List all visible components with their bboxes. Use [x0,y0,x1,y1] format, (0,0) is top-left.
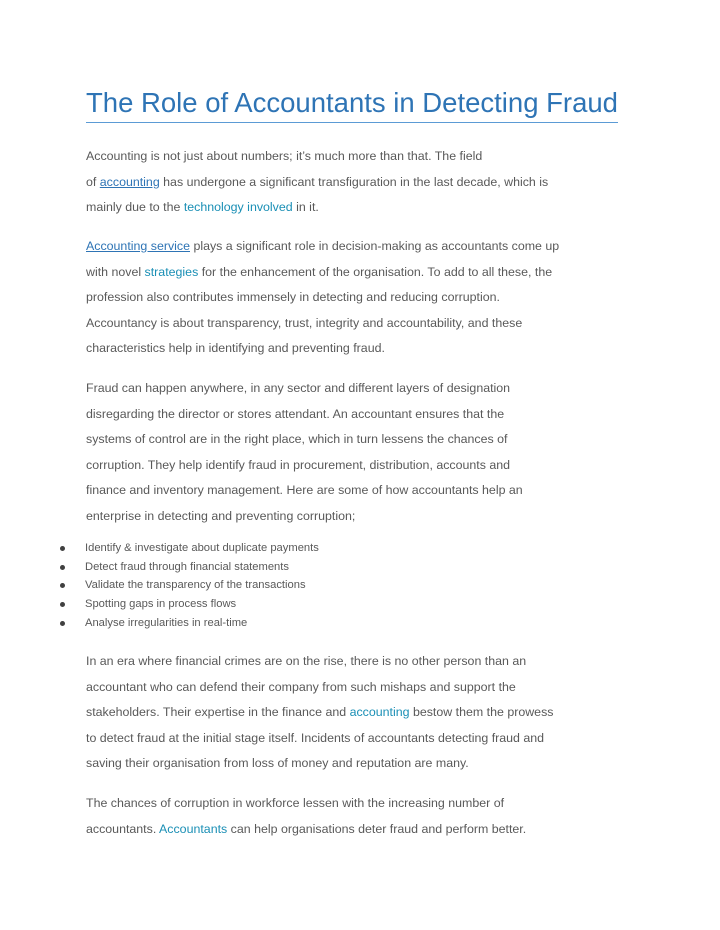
accounting-link[interactable]: accounting [99,174,160,189]
text-line: to detect fraud at the initial stage itself. Incidents of accountants detecting fraud and [86,730,545,745]
text-span: mainly due to the [86,200,184,214]
text-span: accountants. [86,821,160,836]
text-line [86,234,646,260]
bullet-icon [60,546,65,551]
text-span: has undergone a significant transfiguration in the last decade, which is [159,174,549,189]
bullet-icon [60,602,65,607]
list-item [60,558,319,577]
text-span: bestow them the prowess [409,705,554,719]
text-line [86,700,646,726]
text-line: Accountancy is about transparency, trust, integrity and accountability, and these [86,315,523,330]
strategies-keyword[interactable]: strategies [144,264,199,279]
text-line: systems of control are in the right place, which in turn lessens the chances of [86,432,508,446]
bullet-icon [60,583,65,588]
text-line [86,817,646,843]
text-line [86,170,646,196]
list-item-text: Spotting gaps in process flows [85,598,237,611]
text-line: The chances of corruption in workforce lessen with the increasing number of [86,796,505,810]
accountants-keyword[interactable]: Accountants [159,821,228,836]
text-line: corruption. They help identify fraud in procurement, distribution, accounts and [86,457,511,472]
list-item [60,595,319,614]
text-span: can help organisations deter fraud and perform better. [227,821,527,836]
text-line: disregarding the director or stores attendant. An accountant ensures that the [86,406,505,421]
paragraph-conclusion [86,791,646,842]
paragraph-fraud [86,376,646,529]
text-span: stakeholders. Their expertise in the finance and [86,705,350,719]
list-item [60,539,319,558]
list-item-text: Detect fraud through financial statements [85,560,289,573]
text-line [86,195,646,221]
paragraph-accounting-service [86,234,646,362]
list-item-text: Analyse irregularities in real-time [85,616,248,629]
text-span: with novel [86,264,145,279]
text-span: for the enhancement of the organisation. To add to all these, the [198,264,553,279]
accounting-keyword[interactable]: accounting [349,705,410,719]
bullet-icon [60,565,65,570]
text-line: profession also contributes immensely in detecting and reducing corruption. [86,290,500,304]
list-item-text: Validate the transparency of the transactions [85,579,306,592]
text-line: enterprise in detecting and preventing corruption; [86,508,356,523]
text-line: finance and inventory management. Here are some of how accountants help an [86,483,523,497]
list-item [60,576,319,595]
text-line: characteristics help in identifying and preventing fraud. [86,341,385,355]
text-span: in it. [292,200,319,214]
text-line: In an era where financial crimes are on the rise, there is no other person than an [86,654,527,668]
text-span: plays a significant role in decision-making as accountants come up [190,239,560,253]
text-span: of [86,174,100,189]
technology-involved-keyword[interactable]: technology involved [183,200,293,214]
list-item [60,614,319,633]
bullet-list [60,539,319,633]
list-item-text: Identify & investigate about duplicate payments [85,542,319,554]
text-line [86,260,646,286]
paragraph-intro [86,144,646,221]
text-line: Accounting is not just about numbers; it’s much more than that. The field [86,149,483,163]
text-line: Fraud can happen anywhere, in any sector and different layers of designation [86,381,511,395]
document-title: The Role of Accountants in Detecting Fraud [86,86,618,123]
bullet-icon [60,621,65,626]
paragraph-financial-crimes [86,649,646,777]
text-line: accountant who can defend their company from such mishaps and support the [86,679,516,694]
text-line: saving their organisation from loss of money and reputation are many. [86,756,469,770]
accounting-service-link[interactable]: Accounting service [86,239,190,253]
